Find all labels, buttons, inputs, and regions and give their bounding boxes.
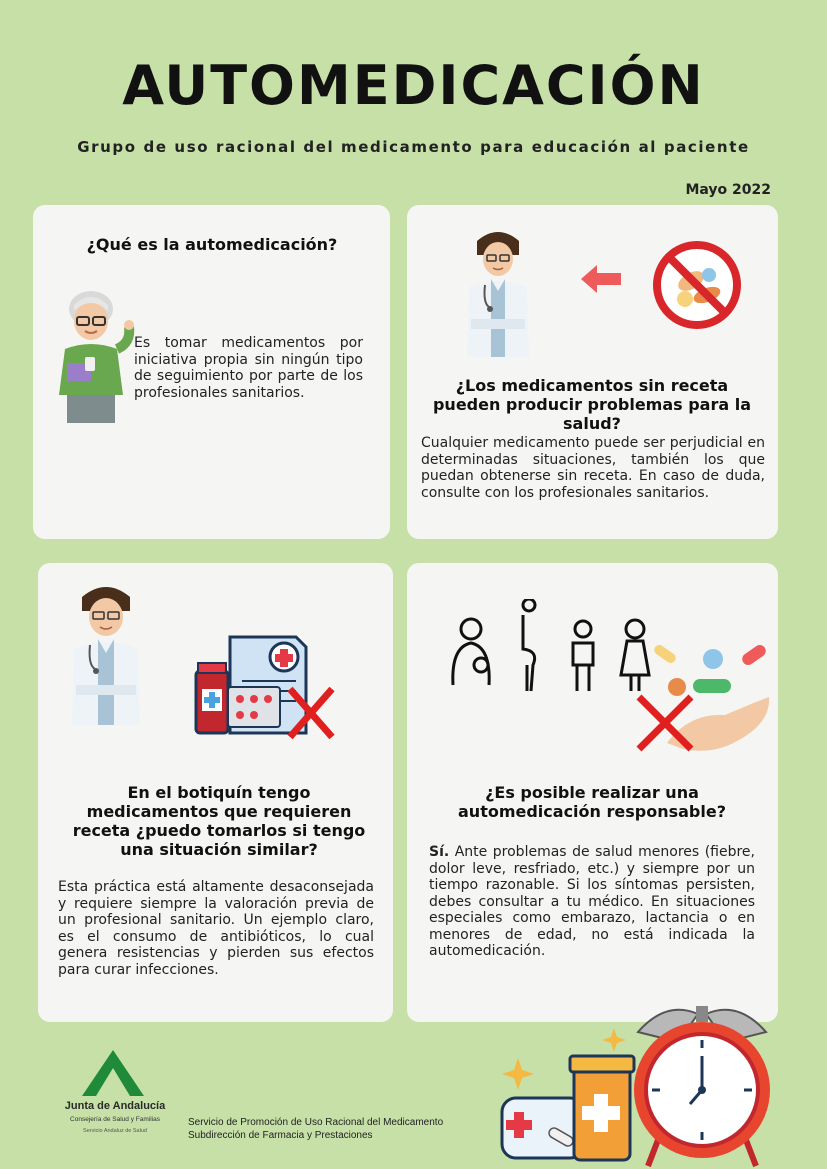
logo-subtitle: Consejería de Salud y Familias [70,1116,160,1123]
footer-text [188,1116,443,1142]
logo-subtitle-2: Servicio Andaluz de Salud [83,1128,147,1134]
elderly-man-icon [45,287,137,427]
card-text: Es tomar medicamentos por iniciativa propia sin ningún tipo de seguimiento por parte de los profesionales sanitarios. [134,335,363,401]
card-text: Esta práctica está altamente desaconsejada y requiere siempre la valoración previa de un profesional sanitario. Un ejemplo claro, es el consumo de antibióticos, lo cual genera resistencias y pierden sus efectos para curar infecciones. [58,879,374,978]
card-question: ¿Los medicamentos sin receta pueden producir problemas para la salud? [432,376,752,433]
card-text [429,844,755,960]
pills-hand-icon [633,645,773,755]
answer-body: Ante problemas de salud menores (fiebre, dolor leve, resfriado, etc.) y siempre por un tiempo razonable. Si los síntomas persisten, debes consultar a tu médico. En situaciones especiales como embarazo, lactancia o en menores de edad, no está indicada la automedicación. [429,844,755,959]
page-subtitle: Grupo de uso racional del medicamento para educación al paciente [77,138,750,156]
alarm-clock-icon [498,1000,788,1169]
family-icons [447,599,659,693]
card-what-is [33,205,390,539]
card-question: En el botiquín tengo medicamentos que requieren receta ¿puedo tomarlos si tengo una situación similar? [72,783,366,859]
arrow-left-icon [581,265,621,293]
card-text: Cualquier medicamento puede ser perjudicial en determinadas situaciones, también los que puedan obtenerse sin receta. En caso de duda, consulte con los profesionales sanitarios. [421,435,765,501]
no-pills-icon [651,239,743,331]
junta-logo-icon [82,1050,144,1096]
card-responsible [407,563,778,1022]
logo-name: Junta de Andalucía [64,1100,166,1112]
date-label: Mayo 2022 [685,182,771,198]
footer-line-2: Subdirección de Farmacia y Prestaciones [188,1130,373,1141]
card-question: ¿Qué es la automedicación? [86,235,338,254]
medicine-kit-icon [192,633,338,743]
card-otc-problems [407,205,778,539]
doctor-icon [463,227,533,357]
page-title: AUTOMEDICACIÓN [122,54,705,117]
card-prescription [38,563,393,1022]
footer-line-1: Servicio de Promoción de Uso Racional del Medicamento [188,1117,444,1128]
answer-lead: Sí. [429,844,450,860]
doctor-icon [68,581,144,725]
card-question: ¿Es posible realizar una automedicación responsable? [458,783,726,821]
